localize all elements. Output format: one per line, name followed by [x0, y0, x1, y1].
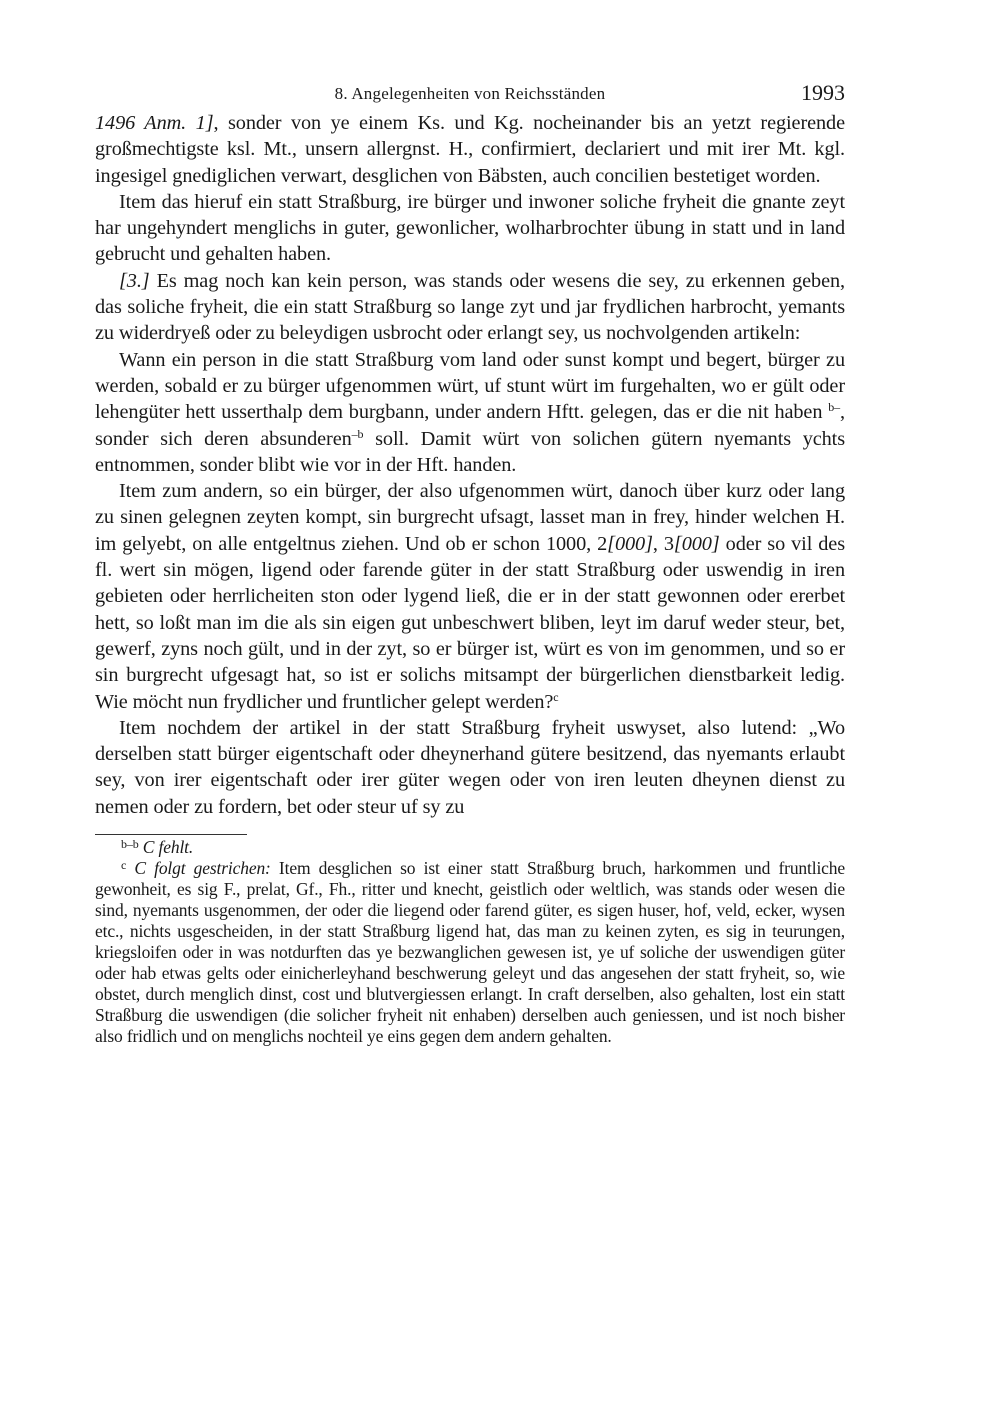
- paragraph-3-text: Es mag noch kan kein person, was stands oder wesens die sey, zu erkennen geben, das soliche fryheit, die ein statt Straßburg so lange zyt und jar frydlichen harbrocht, yemants zu widerdryeß oder zu beleydigen usbrocht oder erlangt sey, us nochvolgenden artikeln:: [95, 269, 845, 345]
- paragraph-5-text-b: , 3: [652, 532, 674, 555]
- running-head-title: 8. Angelegenheiten von Reichsständen: [334, 84, 606, 103]
- footnote-c-mark: c: [121, 858, 127, 873]
- main-text: [95, 110, 845, 820]
- page-number: 1993: [801, 80, 845, 105]
- paragraph-3: [95, 268, 845, 347]
- paragraph-4-text-b: , sonder sich deren absunderen: [95, 401, 845, 450]
- paragraph-5-text-a: Item zum andern, so ein bürger, der also ufgenommen würt, danoch über kurz oder lang zu sinen gelegnen zeyten kompt, sin burgrecht ufsagt, lasset man in frey, hinder welchen H. im gelyebt, on alle entgeltnus ziehen. Und ob er schon 1000, 2: [95, 480, 845, 555]
- paragraph-5-text-c: oder so vil des fl. wert sin mögen, ligend oder farende güter in der statt Straßburg oder uswendig in iren gebieten oder herrlicheiten ston oder lygend ließ, die er in der statt gewonnen oder ererbet hett, so loßt man im die als sin eigen gut unbeschwert bliben, leyt im daruf weder steur, bet, gewerf, zyns noch gült, und in der zyt, so er bürger ist, würt es von im genommen, und so er sin burgrecht ufgesagt hat, so ist er solichs mitsampt der bürgerlichen dienstbarkeit ledig. Wie möcht nun frydlicher und fruntlicher gelept werden?: [95, 532, 846, 713]
- editorial-insert-1: [000]: [607, 532, 653, 555]
- footnote-b: [95, 837, 845, 858]
- footnote-mark-c: c: [553, 689, 559, 704]
- paragraph-2: [95, 189, 845, 268]
- reference-italic: 1496 Anm. 1]: [95, 112, 214, 134]
- footnote-divider: [95, 834, 247, 835]
- paragraph-1: [95, 110, 845, 189]
- section-number: [3.]: [119, 269, 150, 292]
- editorial-insert-2: [000]: [673, 532, 720, 555]
- paragraph-4: [95, 347, 845, 478]
- paragraph-4-text-a: Wann ein person in die statt Straßburg vom land oder sunst kompt und begert, bürger zu werden, sobald er zu bürger ufgenommen würt, uf stunt würt im furgehalten, wo er gült oder lehengüter hett usserthalp dem burgbann, under andern Hftt. gelegen, das er die nit haben: [95, 348, 845, 424]
- document-page: [95, 78, 845, 1047]
- paragraph-6-text: Item nochdem der artikel in der statt Straßburg fryheit uswyset, also lutend: „Wo derselben statt bürger eigentschaft oder dheynerhand gütere besitzend, das nyemants erlaubt sey, von irer eigentschaft oder irer güter wegen oder von iren leuten dheynen dienst zu nemen oder zu fordern, bet oder steur uf sy zu: [95, 716, 845, 818]
- footnote-b-text: C fehlt.: [142, 837, 194, 858]
- paragraph-2-text: Item das hieruf ein statt Straßburg, ire bürger und inwoner soliche fryheit die gnante zeyt har ungehyndert menglichs in guter, gewonlicher, wolharbrochter übung in statt und in land gebrucht und gehalten haben.: [95, 190, 845, 266]
- running-header: [95, 78, 845, 110]
- footnote-c-text: Item desglichen so ist einer statt Straßburg bruch, harkommen und fruntliche gewonheit, es sig F., prelat, Gf., Fh., ritter und knecht, geistlich oder weltlich, was stands oder wesen die sind, nyemants usgenommen, der oder die liegend oder farend güter, es sigen huser, hof, veld, ecker, wysen etc., nichts usgescheiden, in der statt Straßburg ligend hat, das man zu keinen zyten, es sig in teurungen, kriegsloifen oder in was notdurften das ye bezwanglichen gewesen ist, ye uf soliche der uswendigen güter oder hab etwas gelts oder einicherleyhand beschwerung geleyt und das angesehen der statt fryheit, so, wie obstet, durch menglich dinst, cost und blutvergiessen erlangt. In craft derselben, also gehalten, lost ein statt Straßburg die uswendigen (die solicher fryheit nit enhaben) derselben auch geniessen, und ist noch bisher also fridlich und on menglichs nochteil ye eins gegen dem andern gehalten.: [95, 858, 845, 1047]
- footnote-mark-b-close: –b: [351, 426, 364, 441]
- paragraph-5: [95, 478, 845, 715]
- footnote-c-lead: C folgt gestrichen:: [134, 858, 271, 879]
- paragraph-4-text-c: soll. Damit würt von solichen gütern nyemants ychts entnommen, sonder blibt wie vor in der Hft. handen.: [95, 427, 845, 476]
- footnote-c: [95, 858, 845, 1047]
- paragraph-6: [95, 715, 845, 820]
- paragraph-1-text: , sonder von ye einem Ks. und Kg. nocheinander bis an yetzt regierende großmechtigste ksl. Mt., unsern allergnst. H., confirmiert, declariert und mit irer Mt. kgl. ingesigel gnediglichen verwart, desglichen von Bäbsten, auch concilien bestetiget worden.: [95, 112, 845, 187]
- footnote-b-mark: b–b: [121, 837, 139, 852]
- footnote-mark-b-open: b–: [828, 400, 841, 415]
- footnotes: [95, 837, 845, 1047]
